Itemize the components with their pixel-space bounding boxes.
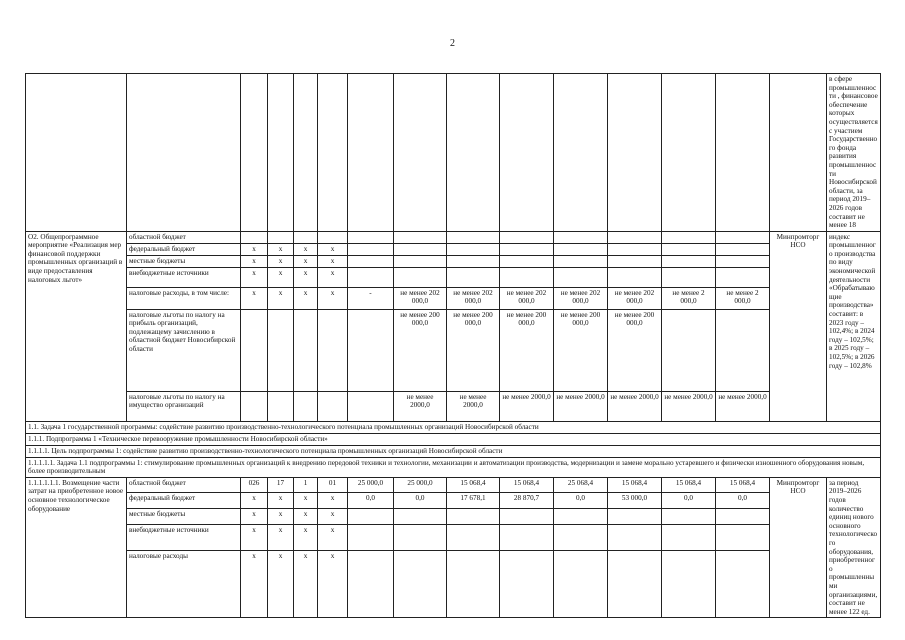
- funding-row: [26, 267, 881, 287]
- code-cell: х: [241, 524, 268, 550]
- continuation-row: [26, 74, 881, 232]
- code-cell: х: [294, 493, 318, 509]
- subtask-header-row: [26, 457, 881, 477]
- code-cell: х: [318, 509, 348, 525]
- funding-row: [26, 231, 881, 243]
- m1-measure: [26, 477, 881, 618]
- subprogram-header-row: [26, 433, 881, 445]
- amount-cell: 15 068,4: [447, 477, 500, 493]
- amount-cell: 0,0: [348, 493, 394, 509]
- amount-cell: [394, 509, 447, 525]
- code-cell: [241, 231, 268, 243]
- amount-cell: [500, 524, 554, 550]
- amount-cell: не менее 200 000,0: [447, 309, 500, 391]
- amount-cell: [500, 550, 554, 618]
- amount-cell: [500, 231, 554, 243]
- amount-cell: [500, 243, 554, 255]
- code-cell: х: [294, 524, 318, 550]
- amount-cell: [662, 231, 716, 243]
- amount-cell: [348, 509, 394, 525]
- amount-cell: [554, 509, 608, 525]
- code-cell: х: [294, 243, 318, 255]
- amount-cell: 0,0: [554, 493, 608, 509]
- code-cell: х: [268, 524, 294, 550]
- code-cell: х: [241, 550, 268, 618]
- measure-name: 1.1.1.1.1.1. Возмещение части затрат на приобретенное новое основное технологическое оборудование: [26, 477, 127, 618]
- code-cell: [294, 391, 318, 421]
- amount-cell: не менее 2000,0: [447, 391, 500, 421]
- amount-cell: [348, 255, 394, 267]
- code-cell: х: [241, 493, 268, 509]
- amount-cell: не менее 2000,0: [662, 391, 716, 421]
- program-table: [25, 73, 881, 618]
- funding-source: местные бюджеты: [127, 255, 241, 267]
- amount-cell: 25 068,4: [554, 477, 608, 493]
- amount-cell: [554, 524, 608, 550]
- amount-cell: [608, 267, 662, 287]
- code-cell: [318, 231, 348, 243]
- amount-cell: [447, 255, 500, 267]
- funding-source: федеральный бюджет: [127, 243, 241, 255]
- amount-cell: [447, 267, 500, 287]
- amount-cell: [394, 550, 447, 618]
- funding-row: [26, 287, 881, 309]
- amount-cell: [447, 524, 500, 550]
- funding-source: областной бюджет: [127, 477, 241, 493]
- amount-cell: 15 068,4: [500, 477, 554, 493]
- amount-cell: 28 870,7: [500, 493, 554, 509]
- amount-cell: [348, 391, 394, 421]
- o2-measure: [26, 231, 881, 421]
- amount-cell: не менее 2000,0: [716, 391, 770, 421]
- amount-cell: [394, 255, 447, 267]
- goal-header: 1.1.1.1. Цель подпрограммы 1: содействие развитию производственно-технологического потенциала промышленных организаций Новосибирской области: [26, 445, 881, 457]
- code-cell: [318, 309, 348, 391]
- code-cell: х: [241, 243, 268, 255]
- amount-cell: [500, 267, 554, 287]
- funding-source: налоговые расходы: [127, 550, 241, 618]
- amount-cell: 17 678,1: [447, 493, 500, 509]
- code-cell: 17: [268, 477, 294, 493]
- code-cell: [318, 391, 348, 421]
- amount-cell: 0,0: [394, 493, 447, 509]
- amount-cell: не менее 200 000,0: [554, 309, 608, 391]
- funding-source: внебюджетные источники: [127, 524, 241, 550]
- amount-cell: [554, 267, 608, 287]
- amount-cell: [394, 267, 447, 287]
- amount-cell: [447, 509, 500, 525]
- code-cell: х: [318, 255, 348, 267]
- continuation-indicator: в сфере промышленности , финансовое обеспечение которых осуществляется с участием Государственного фонда развития промышленности Новосибирской области, за период 2019–2026 годов составит не менее 18: [827, 74, 881, 232]
- code-cell: х: [318, 267, 348, 287]
- funding-row: [26, 509, 881, 525]
- executor: Минпромторг НСО: [770, 231, 827, 421]
- code-cell: х: [318, 524, 348, 550]
- amount-cell: [554, 243, 608, 255]
- amount-cell: [662, 524, 716, 550]
- amount-cell: [716, 550, 770, 618]
- amount-cell: [447, 243, 500, 255]
- amount-cell: [500, 255, 554, 267]
- amount-cell: [608, 524, 662, 550]
- amount-cell: [716, 509, 770, 525]
- amount-cell: [348, 309, 394, 391]
- funding-row: [26, 550, 881, 618]
- task-header: 1.1. Задача 1 государственной программы: содействие развитию производственно-технологического потенциала промышленных организаций Новосибирской области: [26, 421, 881, 433]
- code-cell: х: [294, 255, 318, 267]
- code-cell: х: [268, 287, 294, 309]
- amount-cell: [716, 255, 770, 267]
- page-number: 2: [450, 38, 455, 49]
- amount-cell: [608, 550, 662, 618]
- code-cell: х: [268, 509, 294, 525]
- amount-cell: [554, 255, 608, 267]
- amount-cell: не менее 202 000,0: [447, 287, 500, 309]
- funding-source: налоговые льготы по налогу на прибыль организаций, подлежащему зачислению в областной бюджет Новосибирской области: [127, 309, 241, 391]
- amount-cell: [348, 550, 394, 618]
- amount-cell: не менее 200 000,0: [394, 309, 447, 391]
- amount-cell: [716, 309, 770, 391]
- code-cell: х: [268, 267, 294, 287]
- amount-cell: не менее 2000,0: [554, 391, 608, 421]
- executor: Минпромторг НСО: [770, 477, 827, 618]
- amount-cell: 25 000,0: [394, 477, 447, 493]
- funding-source: федеральный бюджет: [127, 493, 241, 509]
- amount-cell: [348, 267, 394, 287]
- amount-cell: [662, 309, 716, 391]
- code-cell: х: [241, 287, 268, 309]
- funding-row: [26, 524, 881, 550]
- amount-cell: не менее 202 000,0: [554, 287, 608, 309]
- code-cell: х: [268, 243, 294, 255]
- amount-cell: 15 068,4: [608, 477, 662, 493]
- amount-cell: 0,0: [662, 493, 716, 509]
- code-cell: [268, 391, 294, 421]
- amount-cell: 15 068,4: [662, 477, 716, 493]
- amount-cell: [662, 509, 716, 525]
- amount-cell: [554, 550, 608, 618]
- amount-cell: 15 068,4: [716, 477, 770, 493]
- code-cell: [241, 391, 268, 421]
- funding-source: налоговые льготы по налогу на имущество организаций: [127, 391, 241, 421]
- amount-cell: [716, 243, 770, 255]
- funding-row: [26, 255, 881, 267]
- funding-source: налоговые расходы, в том числе:: [127, 287, 241, 309]
- amount-cell: 0,0: [716, 493, 770, 509]
- code-cell: х: [318, 287, 348, 309]
- amount-cell: [662, 550, 716, 618]
- code-cell: х: [241, 255, 268, 267]
- amount-cell: [394, 243, 447, 255]
- funding-row: [26, 391, 881, 421]
- funding-row: [26, 493, 881, 509]
- amount-cell: [394, 231, 447, 243]
- target-indicator: индекс промышленного производства по виду экономической деятельности «Обрабатывающие производства» составит: в 2023 году – 102,4%; в 2024 году – 102,5%; в 2025 году – 102,5%; в 2026 году – 102,8%: [827, 231, 881, 421]
- target-indicator: за период 2019–2026 годов количество единиц нового основного технологического оборудования, приобретенного промышленными организациями, составит не менее 122 ед.: [827, 477, 881, 618]
- funding-row: [26, 309, 881, 391]
- task-header-row: [26, 421, 881, 433]
- code-cell: х: [318, 243, 348, 255]
- code-cell: х: [294, 267, 318, 287]
- amount-cell: [716, 524, 770, 550]
- code-cell: [294, 309, 318, 391]
- code-cell: х: [294, 550, 318, 618]
- amount-cell: [348, 231, 394, 243]
- amount-cell: [662, 243, 716, 255]
- amount-cell: не менее 202 000,0: [394, 287, 447, 309]
- amount-cell: [554, 231, 608, 243]
- amount-cell: [608, 243, 662, 255]
- amount-cell: 53 000,0: [608, 493, 662, 509]
- code-cell: х: [268, 493, 294, 509]
- funding-source: внебюджетные источники: [127, 267, 241, 287]
- code-cell: [268, 309, 294, 391]
- amount-cell: [447, 231, 500, 243]
- code-cell: [241, 309, 268, 391]
- amount-cell: -: [348, 287, 394, 309]
- code-cell: х: [318, 493, 348, 509]
- code-cell: [294, 231, 318, 243]
- amount-cell: не менее 2 000,0: [716, 287, 770, 309]
- amount-cell: [447, 550, 500, 618]
- amount-cell: не менее 2000,0: [500, 391, 554, 421]
- code-cell: х: [268, 550, 294, 618]
- amount-cell: не менее 202 000,0: [608, 287, 662, 309]
- amount-cell: [716, 267, 770, 287]
- goal-header-row: [26, 445, 881, 457]
- code-cell: х: [241, 509, 268, 525]
- amount-cell: [662, 267, 716, 287]
- code-cell: 01: [318, 477, 348, 493]
- amount-cell: [394, 524, 447, 550]
- amount-cell: не менее 200 000,0: [500, 309, 554, 391]
- funding-source: местные бюджеты: [127, 509, 241, 525]
- code-cell: х: [241, 267, 268, 287]
- code-cell: х: [268, 255, 294, 267]
- subtask-header: 1.1.1.1.1. Задача 1.1 подпрограммы 1: стимулирование промышленных организаций к внедрению передовой техники и технологии, механизации и автоматизации производства, модернизации и замене морально устаревшего и физически изношенного оборудования новым, более производительным: [26, 457, 881, 477]
- amount-cell: [608, 231, 662, 243]
- code-cell: х: [294, 287, 318, 309]
- amount-cell: не менее 200 000,0: [608, 309, 662, 391]
- code-cell: х: [318, 550, 348, 618]
- code-cell: х: [294, 509, 318, 525]
- funding-source: областной бюджет: [127, 231, 241, 243]
- amount-cell: [608, 509, 662, 525]
- measure-name: О2. Общепрограммное мероприятие «Реализация мер финансовой поддержки промышленных организаций в виде предоставления налоговых льгот»: [26, 231, 127, 421]
- amount-cell: [608, 255, 662, 267]
- code-cell: [268, 231, 294, 243]
- code-cell: 026: [241, 477, 268, 493]
- amount-cell: [348, 243, 394, 255]
- funding-row: [26, 477, 881, 493]
- amount-cell: не менее 2000,0: [608, 391, 662, 421]
- amount-cell: [500, 509, 554, 525]
- amount-cell: не менее 2 000,0: [662, 287, 716, 309]
- subprogram-header: 1.1.1. Подпрограмма 1 «Техническое перевооружение промышленности Новосибирской области»: [26, 433, 881, 445]
- amount-cell: [662, 255, 716, 267]
- amount-cell: [348, 524, 394, 550]
- amount-cell: [716, 231, 770, 243]
- amount-cell: 25 000,0: [348, 477, 394, 493]
- amount-cell: не менее 2000,0: [394, 391, 447, 421]
- amount-cell: не менее 202 000,0: [500, 287, 554, 309]
- code-cell: 1: [294, 477, 318, 493]
- funding-row: [26, 243, 881, 255]
